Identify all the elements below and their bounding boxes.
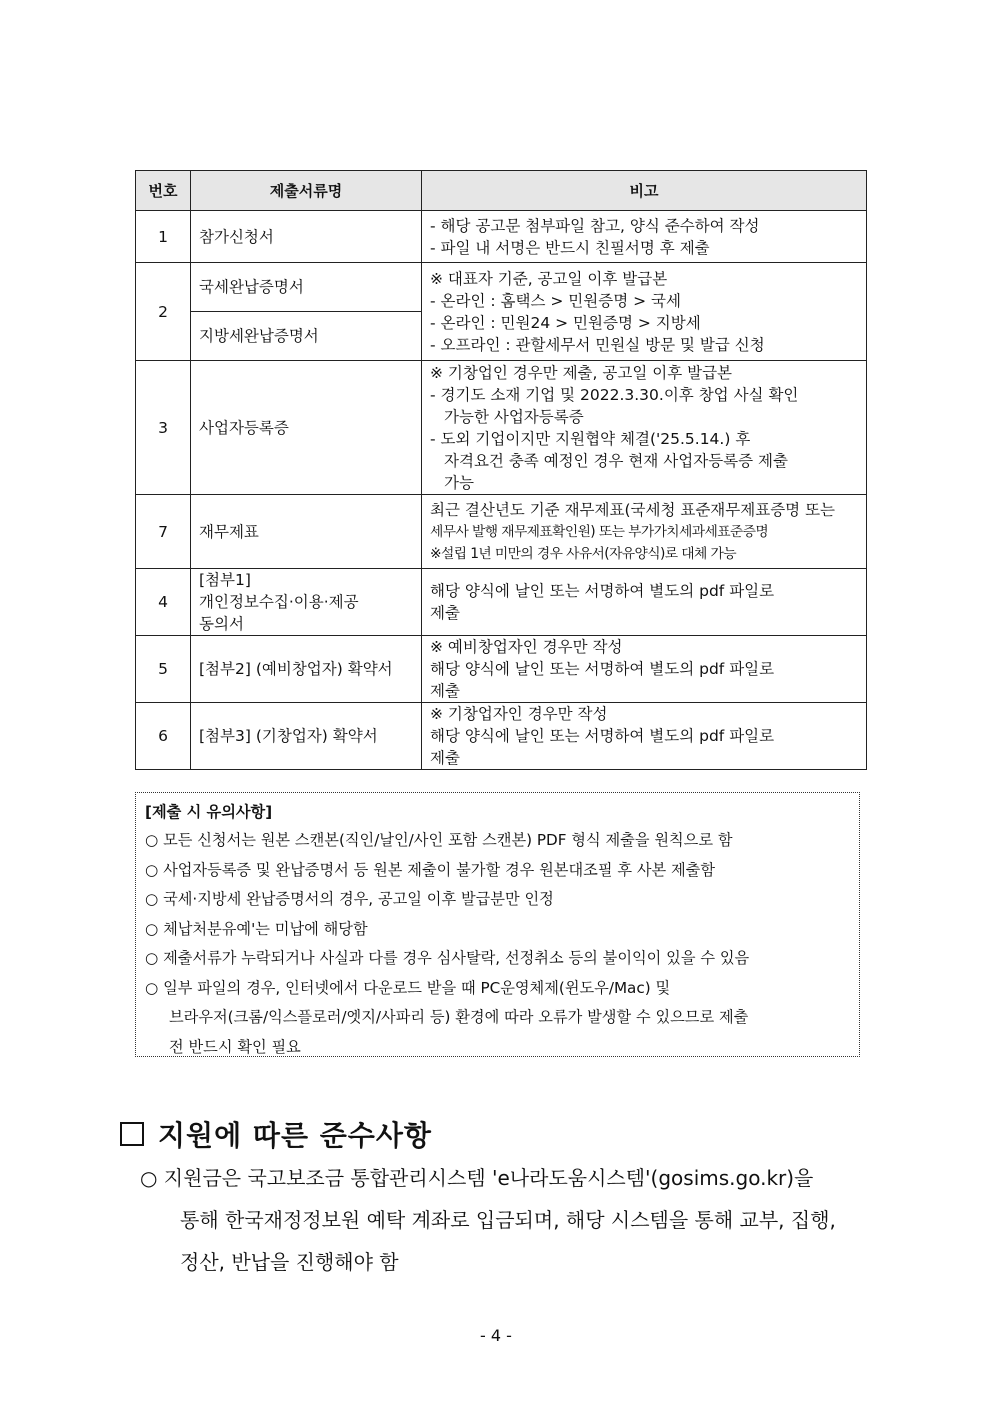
remarks [422,703,867,770]
table-row [136,703,867,770]
notice-item: ○ 사업자등록증 및 완납증명서 등 원본 제출이 불가할 경우 원본대조필 후 사본 제출함 [145,860,716,879]
table-row [136,569,867,636]
remark-line: - 경기도 소재 기업 및 2022.3.30.이후 창업 사실 확인 [430,385,799,404]
row-number: 2 [136,263,191,361]
remark-line: ※ 예비창업자인 경우만 작성 [430,638,623,656]
remark-line: - 온라인 : 민원24 > 민원증명 > 지방세 [430,313,701,332]
section-body [140,1157,836,1283]
row-number: 7 [136,495,191,569]
remark-line: 해당 양식에 날인 또는 서명하여 별도의 pdf 파일로 [430,582,775,600]
document-name: 참가신청서 [191,211,422,263]
document-name: 국세완납증명서 [191,263,422,312]
remark-line: ※ 대표자 기준, 공고일 이후 발급본 [430,269,668,288]
remark-line: ※ 기창업인 경우만 제출, 공고일 이후 발급본 [430,363,733,382]
remarks [422,361,867,495]
row-number: 4 [136,569,191,636]
square-bullet-icon [120,1122,144,1146]
document-name: [첨부3] (기창업자) 확약서 [191,703,422,770]
table-row [136,495,867,569]
header-remarks: 비고 [422,171,867,211]
table-row [136,263,867,312]
row-number: 1 [136,211,191,263]
remark-line: - 해당 공고문 첨부파일 참고, 양식 준수하여 작성 [430,216,760,235]
notice-item-continuation: 브라우저(크롬/익스플로러/엣지/사파리 등) 환경에 따라 오류가 발생할 수 있으므로 제출 [169,1008,749,1026]
submission-notice-box [135,792,860,1057]
document-name: 지방세완납증명서 [191,312,422,361]
page-number: - 4 - [480,1326,512,1345]
notice-item: ○ 국세·지방세 완납증명서의 경우, 공고일 이후 발급분만 인정 [145,890,554,908]
document-name-line: 동의서 [199,615,244,633]
remark-line: 최근 결산년도 기준 재무제표(국세청 표준재무제표증명 또는 [430,500,836,519]
remark-line: 해당 양식에 날인 또는 서명하여 별도의 pdf 파일로 [430,660,775,678]
remark-line: ※설립 1년 미만의 경우 사유서(자유양식)로 대체 가능 [430,545,736,562]
section-body-line: 정산, 반납을 진행해야 함 [180,1250,399,1274]
table-row [136,211,867,263]
remark-line: 해당 양식에 날인 또는 서명하여 별도의 pdf 파일로 [430,727,775,745]
header-document-name: 제출서류명 [191,171,422,211]
notice-item: ○ 제출서류가 누락되거나 사실과 다를 경우 심사탈락, 선정취소 등의 불이익이 있을 수 있음 [145,949,750,967]
document-name [191,569,422,636]
section-body-line: ○ 지원금은 국고보조금 통합관리시스템 'e나라도움시스템'(gosims.go.kr)을 [140,1166,814,1190]
remark-line: 세무사 발행 재무제표확인원) 또는 부가가치세과세표준증명 [430,523,769,540]
header-number: 번호 [136,171,191,211]
remark-line: ※ 기창업자인 경우만 작성 [430,705,608,723]
document-name: 재무제표 [191,495,422,569]
row-number: 6 [136,703,191,770]
notice-item-continuation: 전 반드시 확인 필요 [169,1037,301,1056]
notice-title: [제출 시 유의사항] [145,803,273,821]
document-name: [첨부2] (예비창업자) 확약서 [191,636,422,703]
table-row [136,361,867,495]
notice-item: ○ 일부 파일의 경우, 인터넷에서 다운로드 받을 때 PC운영체제(윈도우/Mac) 및 [145,978,671,997]
remark-line: - 파일 내 서명은 반드시 친필서명 후 제출 [430,238,710,257]
notice-item: ○ 체납처분유예'는 미납에 해당함 [145,919,368,938]
document-name-line: 개인정보수집·이용·제공 [199,593,359,611]
remark-line: 가능한 사업자등록증 [444,407,584,426]
remarks [422,211,867,263]
table-header-row [136,171,867,211]
remarks [422,636,867,703]
remark-line: 제출 [430,682,460,700]
remarks [422,495,867,569]
row-number: 5 [136,636,191,703]
section-body-line: 통해 한국재정정보원 예탁 계좌로 입금되며, 해당 시스템을 통해 교부, 집행, [180,1208,836,1232]
section-heading [120,1114,432,1154]
remark-line: 자격요건 충족 예정인 경우 현재 사업자등록증 제출 [444,451,788,470]
remark-line: - 온라인 : 홈택스 > 민원증명 > 국세 [430,291,681,310]
document-name-line: [첨부1] [199,571,251,589]
section-title: 지원에 따른 준수사항 [158,1119,432,1152]
remark-line: 가능 [444,473,474,492]
notice-item: ○ 모든 신청서는 원본 스캔본(직인/날인/사인 포함 스캔본) PDF 형식 제출을 원칙으로 함 [145,831,733,849]
remarks [422,263,867,361]
remark-line: - 오프라인 : 관할세무서 민원실 방문 및 발급 신청 [430,335,765,354]
remark-line: 제출 [430,604,460,622]
row-number: 3 [136,361,191,495]
document-name: 사업자등록증 [191,361,422,495]
table-row [136,636,867,703]
remarks [422,569,867,636]
remark-line: - 도외 기업이지만 지원협약 체결('25.5.14.) 후 [430,429,751,448]
remark-line: 제출 [430,749,460,767]
submission-documents-table [135,170,867,770]
